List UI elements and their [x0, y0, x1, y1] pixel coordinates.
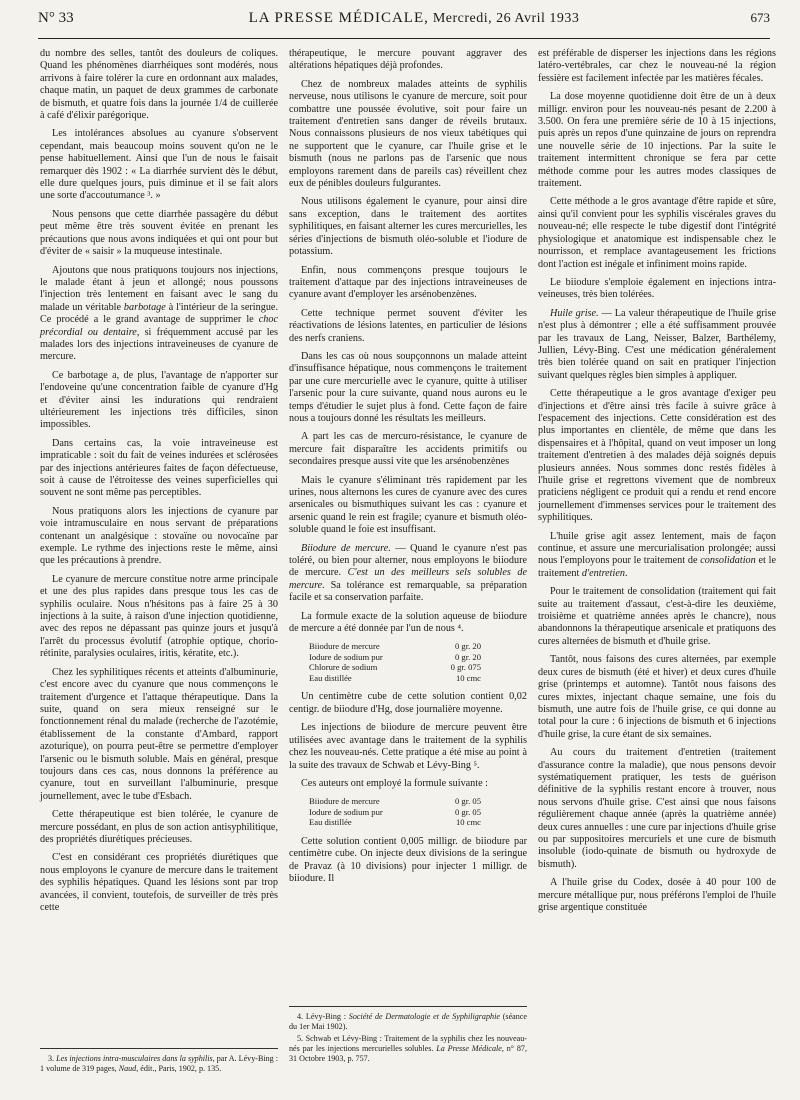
paragraph: La formule exacte de la solution aqueuse de biiodure de mercure a été donnée par l'un de nous ⁴.	[289, 610, 527, 635]
ingredient-name: Chlorure de sodium	[309, 662, 378, 673]
paragraph	[538, 308, 776, 382]
paragraph: Tantôt, nous faisons des cures alternées, par exemple deux cures de bismuth (été et hiver) et deux cures d'huile grise (printemps et automne). Tantôt nous faisons des cures mixtes, injectant chaque semaine, une fois du bismuth, une autre fois de l'huile grise, ce qui donne au total pour la cure : 6 injections de bismuth et 6 injections d'huile grise, la cure étant de six semaines.	[538, 654, 776, 740]
text-run: Ajoutons que nous pratiquons toujours nos injections, le malade étant à jeun et allongé; nous poussons l'injection très lentement en faisant avec le sang du malade un véritable	[40, 264, 278, 313]
italic-term: choc précordial ou dentaire	[40, 314, 278, 338]
column-3	[538, 48, 776, 920]
text-run: , par A. Lévy-Bing : 1 volume de 319 pages,	[40, 1054, 278, 1074]
running-title	[118, 10, 710, 27]
paragraph	[289, 543, 527, 605]
formula-row	[309, 662, 527, 673]
formula-row	[309, 817, 527, 828]
ingredient-name: Iodure de sodium pur	[309, 806, 383, 817]
paragraph: A part les cas de mercuro-résistance, le cyanure de mercure fait disparaître les accidents primitifs ou secondaires presque aussi vite que les arsénobenzènes	[289, 431, 527, 468]
paragraph: Cette thérapeutique a le gros avantage d'exiger peu d'injections et d'être ainsi très facile à suivre grâce à l'espacement des injections. Cette considération est des plus importantes en clientèle, de même que dans les dispensaires et à l'hôpital, quand on veut imposer un long traitement d'entretien à des malades déjà soignés depuis plusieurs années. Nous sommes donc restés fidèles à l'huile grise et regrettons vivement que de nombreux praticiens négligent ce produit qui a rendu et rend encore journellement d'immenses services pour le traitement des syphilitiques.	[538, 388, 776, 524]
footnote	[289, 1012, 527, 1032]
ingredient-name: Biiodure de mercure	[309, 641, 380, 652]
text-run: Sa tolérance est remarquable, sa préparation facile et sa conservation parfaite.	[289, 579, 527, 604]
italic-term: barbotage	[123, 301, 166, 313]
paragraph: Cette technique permet souvent d'éviter les réactivations de lésions latentes, en particulier de lésions des nerfs craniens.	[289, 307, 527, 344]
ingredient-amount: 10 cmc	[455, 672, 481, 683]
column-2	[289, 48, 527, 891]
text-run: à l'intérieur de la seringue. Ce procédé a le grand avantage de supprimer le	[40, 301, 278, 326]
section-heading: Huile grise.	[550, 307, 599, 319]
paragraph: Au cours du traitement d'entretien (traitement d'assurance contre la maladie), que nous pensons devoir systématiquement pratiquer, les tests de guérison définitive de la syphilis restant encore à trouver, nous nous servons d'huile grise. C'est ainsi que nous faisons régulièrement chaque année (après la quatrième année) deux cures annuelles : une cure par injections d'huile grise ou par suppositoires mercuriels et une cure de bismuth insoluble (iodo-quinate de bismuth ou hydroxyde de bismuth).	[538, 747, 776, 870]
paragraph: Cette thérapeutique est bien tolérée, le cyanure de mercure possédant, en plus de son action antisyphilitique, des propriétés diurétiques précieuses.	[40, 809, 278, 845]
ingredient-name: Eau distillée	[309, 817, 352, 828]
ingredient-amount: 10 cmc	[455, 817, 481, 828]
text-run: , si fréquemment accusé par les malades lors des injections intraveineuses de cyanure de mercure.	[40, 326, 279, 363]
italic-term: Naud	[118, 1064, 137, 1074]
italic-term: consolidation	[700, 555, 756, 567]
footnote	[289, 1034, 527, 1064]
formula-row	[309, 652, 527, 663]
ingredient-amount: 0 gr. 20	[454, 651, 481, 662]
formula-row	[309, 796, 527, 807]
page-number: 673	[750, 10, 770, 25]
paragraph: Les intolérances absolues au cyanure s'observent cependant, mais beaucoup moins souvent qu'on ne le pense habituellement. Ainsi que l'un de nous le faisait remarquer dès 1902 : « La diarrhée survient dès le début, elle dure quelques jours, puis diminue et il se fait alors une sorte d'accoutumance ³. »	[40, 128, 278, 202]
paragraph: thérapeutique, le mercure pouvant aggraver des altérations hépatiques déjà profondes.	[289, 48, 527, 72]
paragraph: Dans certains cas, la voie intraveineuse est impraticable : soit du fait de veines indurées et sclérosées par des injections antérieures faites de façon défectueuse, soit à cause de l'étroitesse des veines superficielles qui souvent ne sont même pas perceptibles.	[40, 437, 278, 499]
paragraph: Le cyanure de mercure constitue notre arme principale et une des plus rapides dans presque tous les cas de syphilis oculaire. Nous n'hésitons pas à faire 25 à 30 injections à la suite, à raison d'une injection quotidienne, avec des repos ne dépassant pas quinze jours et jusqu'à l'arrêt du processus évolutif (atrophie optique, chorio-rétinite, paralysies oculaires, iritis, kératite, etc.).	[40, 573, 278, 660]
formula-row	[309, 807, 527, 818]
issue-date: Mercredi, 26 Avril 1933	[432, 11, 580, 26]
text-run: L'huile grise agit assez lentement, mais de façon continue, et assure une mercurialisation prolongée; aussi nous l'employons pour le traitement de	[538, 530, 776, 567]
ingredient-name: Eau distillée	[309, 672, 352, 683]
footnotes-column-1	[40, 1048, 278, 1076]
column-1	[40, 48, 278, 920]
header-rule	[38, 38, 770, 39]
text-run: , n° 87, 31 Octobre 1903, p. 757.	[289, 1044, 527, 1064]
formula-table-1	[309, 641, 527, 683]
journal-name: LA PRESSE MÉDICALE,	[248, 10, 429, 26]
paragraph: du nombre des selles, tantôt des douleurs de coliques. Quand les phénomènes diarrhéiques sont modérés, nous arrivons à faire tolérer la cure en ordonnant aux malades, chaque matin, un paquet de deux grammes de carbonate de bismuth, et quatre fois dans la journée 1/4 de cuillerée à café d'élixir parégorique.	[40, 48, 278, 122]
section-heading: Biiodure de mercure.	[301, 542, 391, 554]
text-run: (séance du 1er Mai 1902).	[289, 1012, 527, 1032]
paragraph: Cette méthode a le gros avantage d'être rapide et sûre, ainsi qu'il convient pour les syphilis viscérales graves du nouveau-né; elle respecte le tube digestif dont l'intégrité physiologique et anatomique est indispensable chez le nourrisson, et remplace avantageusement les frictions dont l'action est inégale et infiniment moins rapide.	[538, 196, 776, 270]
paragraph: Nous utilisons également le cyanure, pour ainsi dire sans exception, dans le traitement des aortites syphilitiques, en faisant alterner les cures mercurielles, les séries d'injections de bismuth oléo-soluble et l'iodure de potassium.	[289, 196, 527, 258]
issue-number: N° 33	[38, 10, 74, 26]
italic-term: d'entretien	[581, 567, 625, 579]
paragraph: Chez les syphilitiques récents et atteints d'albuminurie, c'est encore avec du cyanure que nous commençons le traitement d'urgence et l'attaque thérapeutique. Dans la suite, quand on sera mieux renseigné sur le fonctionnement rénal du malade (recherche de l'azotémie, établissement de la constante d'Ambard, rapport azoturique), on pourra peut-être se permettre d'employer l'arsenic ou le bismuth soluble. Mais en général, presque toujours dans ces cas, nous donnons la préférence au cyanure, tout en surveillant l'albuminurie, presque journellement, avec le tube d'Esbach.	[40, 666, 278, 802]
formula-row	[309, 641, 527, 652]
formula-row	[309, 673, 527, 684]
text-run: .	[624, 567, 628, 579]
paragraph: Les injections de biiodure de mercure peuvent être utilisées avec avantage dans le traitement de la syphilis chez les nouveau-nés. Cette pratique a été mise au point à la suite des travaux de Schwab et Lévy-Bing ⁵.	[289, 722, 527, 771]
paragraph: Un centimètre cube de cette solution contient 0,02 centigr. de biiodure d'Hg, dose journalière moyenne.	[289, 691, 527, 715]
ingredient-amount: 0 gr. 075	[450, 662, 481, 673]
italic-term: La Presse Médicale	[436, 1044, 502, 1054]
paragraph: est préférable de disperser les injections dans les régions latéro-vertébrales, car chez le nouveau-né la région fessière est facilement infectée par les matières fécales.	[538, 48, 776, 84]
ingredient-amount: 0 gr. 05	[454, 806, 481, 817]
paragraph	[538, 531, 776, 581]
ingredient-amount: 0 gr. 20	[454, 641, 481, 652]
text-run: 3.	[48, 1054, 57, 1063]
footnotes-column-2	[289, 1006, 527, 1066]
text-run: 5. Schwab et Lévy-Bing : Traitement de la syphilis chez les nouveau-nés par les injections mercurielles solubles.	[289, 1034, 527, 1054]
paragraph: Pour le traitement de consolidation (traitement qui fait suite au traitement d'assaut, c'est-à-dire les deuxième, troisième et quatrième années après le chancre), nous abandonnons la thérapeutique arsenicale et pratiquons des cures alternées de bismuth et d'huile grise.	[538, 586, 776, 647]
paragraph: Cette solution contient 0,005 milligr. de biiodure par centimètre cube. On injecte deux divisions de la seringue de Pravaz (à 10 divisions) pour injecter 1 milligr. de biiodure. Il	[289, 835, 527, 885]
paragraph: Dans les cas où nous soupçonnons un malade atteint d'insuffisance hépatique, nous commençons le traitement par une cure mercurielle avec le cyanure, quitte à utiliser l'arsenic pour la cure suivante, quand nous aurons eu le temps d'étudier le sujet plus à fond. Cette façon de faire nous a toujours donné les résultats les meilleurs.	[289, 350, 527, 424]
ingredient-name: Biiodure de mercure	[309, 796, 380, 807]
ingredient-amount: 0 gr. 05	[454, 796, 481, 807]
paragraph: C'est en considérant ces propriétés diurétiques que nous employons le cyanure de mercure dans le traitement des syphilis hépatiques. Quand les lésions sont par trop avancées, il convient, toutefois, de surveiller de très près cette	[40, 852, 278, 913]
ingredient-name: Iodure de sodium pur	[309, 651, 383, 662]
text-run: — Quand le cyanure n'est pas toléré, ou bien pour alterner, nous employons le biiodure de mercure.	[289, 542, 528, 579]
italic-term: C'est un des meilleurs sels solubles de mercure.	[289, 567, 528, 591]
text-run: 4. Lévy-Bing :	[297, 1012, 349, 1021]
formula-table-2	[309, 796, 527, 828]
footnote	[40, 1054, 278, 1074]
paragraph: Mais le cyanure s'éliminant très rapidement par les urines, nous alternons les cures de cyanure avec des cures arsenicales ou bismuthiques suivant les cas : cyanure et arsenic quand le rein est fragile; cyanure et bismuth oléo-soluble quand le foie est insuffisant.	[289, 474, 527, 536]
paragraph: Nous pratiquons alors les injections de cyanure par voie intramusculaire en nous servant de préparations contenant un analgésique : stovaïne ou novocaïne par exemple. Le rythme des injections reste le même, ainsi que les précautions à prendre.	[40, 505, 278, 567]
paragraph: Ce barbotage a, de plus, l'avantage de n'apporter sur l'endoveine qu'une concentration faible de cyanure d'Hg et d'éviter ainsi les indurations qui rendraient ultérieurement les injections très difficiles, sinon impossibles.	[40, 369, 278, 431]
paragraph: Le biiodure s'emploie également en injections intra-veineuses, très bien tolérées.	[538, 276, 776, 301]
paragraph: A l'huile grise du Codex, dosée à 40 pour 100 de mercure métallique pur, nous préférons l'emploi de l'huile grise argentique constituée	[538, 877, 776, 913]
paragraph: Nous pensons que cette diarrhée passagère du début peut même être très souvent évitée en prenant les précautions que nous avons indiquées et qui ont pour but d'éviter de « saisir » la muqueuse intestinale.	[40, 208, 278, 258]
text-run: — La valeur thérapeutique de l'huile grise n'est plus à démontrer ; elle a été suffisamment prouvée par les travaux de Lang, Neisser, Balzer, Barthélemy, Jullien, Lévy-Bing. C'est une médication généralement très bien tolérée quand on sait en pratiquer l'injection suivant quelques règles bien simples à appliquer.	[538, 307, 776, 381]
page-header	[38, 10, 770, 36]
italic-term: Société de Dermatologie et de Syphiligraphie	[348, 1012, 500, 1021]
paragraph: Enfin, nous commençons presque toujours le traitement d'attaque par des injections intraveineuses de cyanure avant d'employer les arsénobenzènes.	[289, 264, 527, 301]
text-run: et le traitement	[538, 555, 776, 579]
paragraph: La dose moyenne quotidienne doit être de un à deux milligr. environ pour les nouveau-nés pesant de 2.200 à 3.500. On fera une première série de 10 à 15 injections, puis après un repos d'une quinzaine de jours on reprendra une nouvelle série de 10 injections. Par la suite le traitement intermittent chronique se fera par cette méthode comme pour les autres modes classiques de traitement.	[538, 91, 776, 190]
text-run: , édit., Paris, 1902, p. 135.	[136, 1064, 222, 1074]
paragraph: Chez de nombreux malades atteints de syphilis nerveuse, nous utilisons le cyanure de mercure, soit pour combattre une poussée évolutive, soit pour faire un traitement d'entretien sans danger de réveils brutaux. Nous connaissons plusieurs de nos vieux tabétiques qui ne supportent que le cyanure, car l'huile grise et le bismuth (nous ne parlons pas de l'arsenic que nous employons rarement dans de pareils cas) réveillent chez eux de pénibles douleurs fulgurantes.	[289, 78, 527, 190]
paragraph: Ces auteurs ont employé la formule suivante :	[301, 777, 489, 789]
paragraph	[40, 265, 278, 364]
italic-term: Les injections intra-musculaires dans la syphilis	[56, 1054, 213, 1063]
